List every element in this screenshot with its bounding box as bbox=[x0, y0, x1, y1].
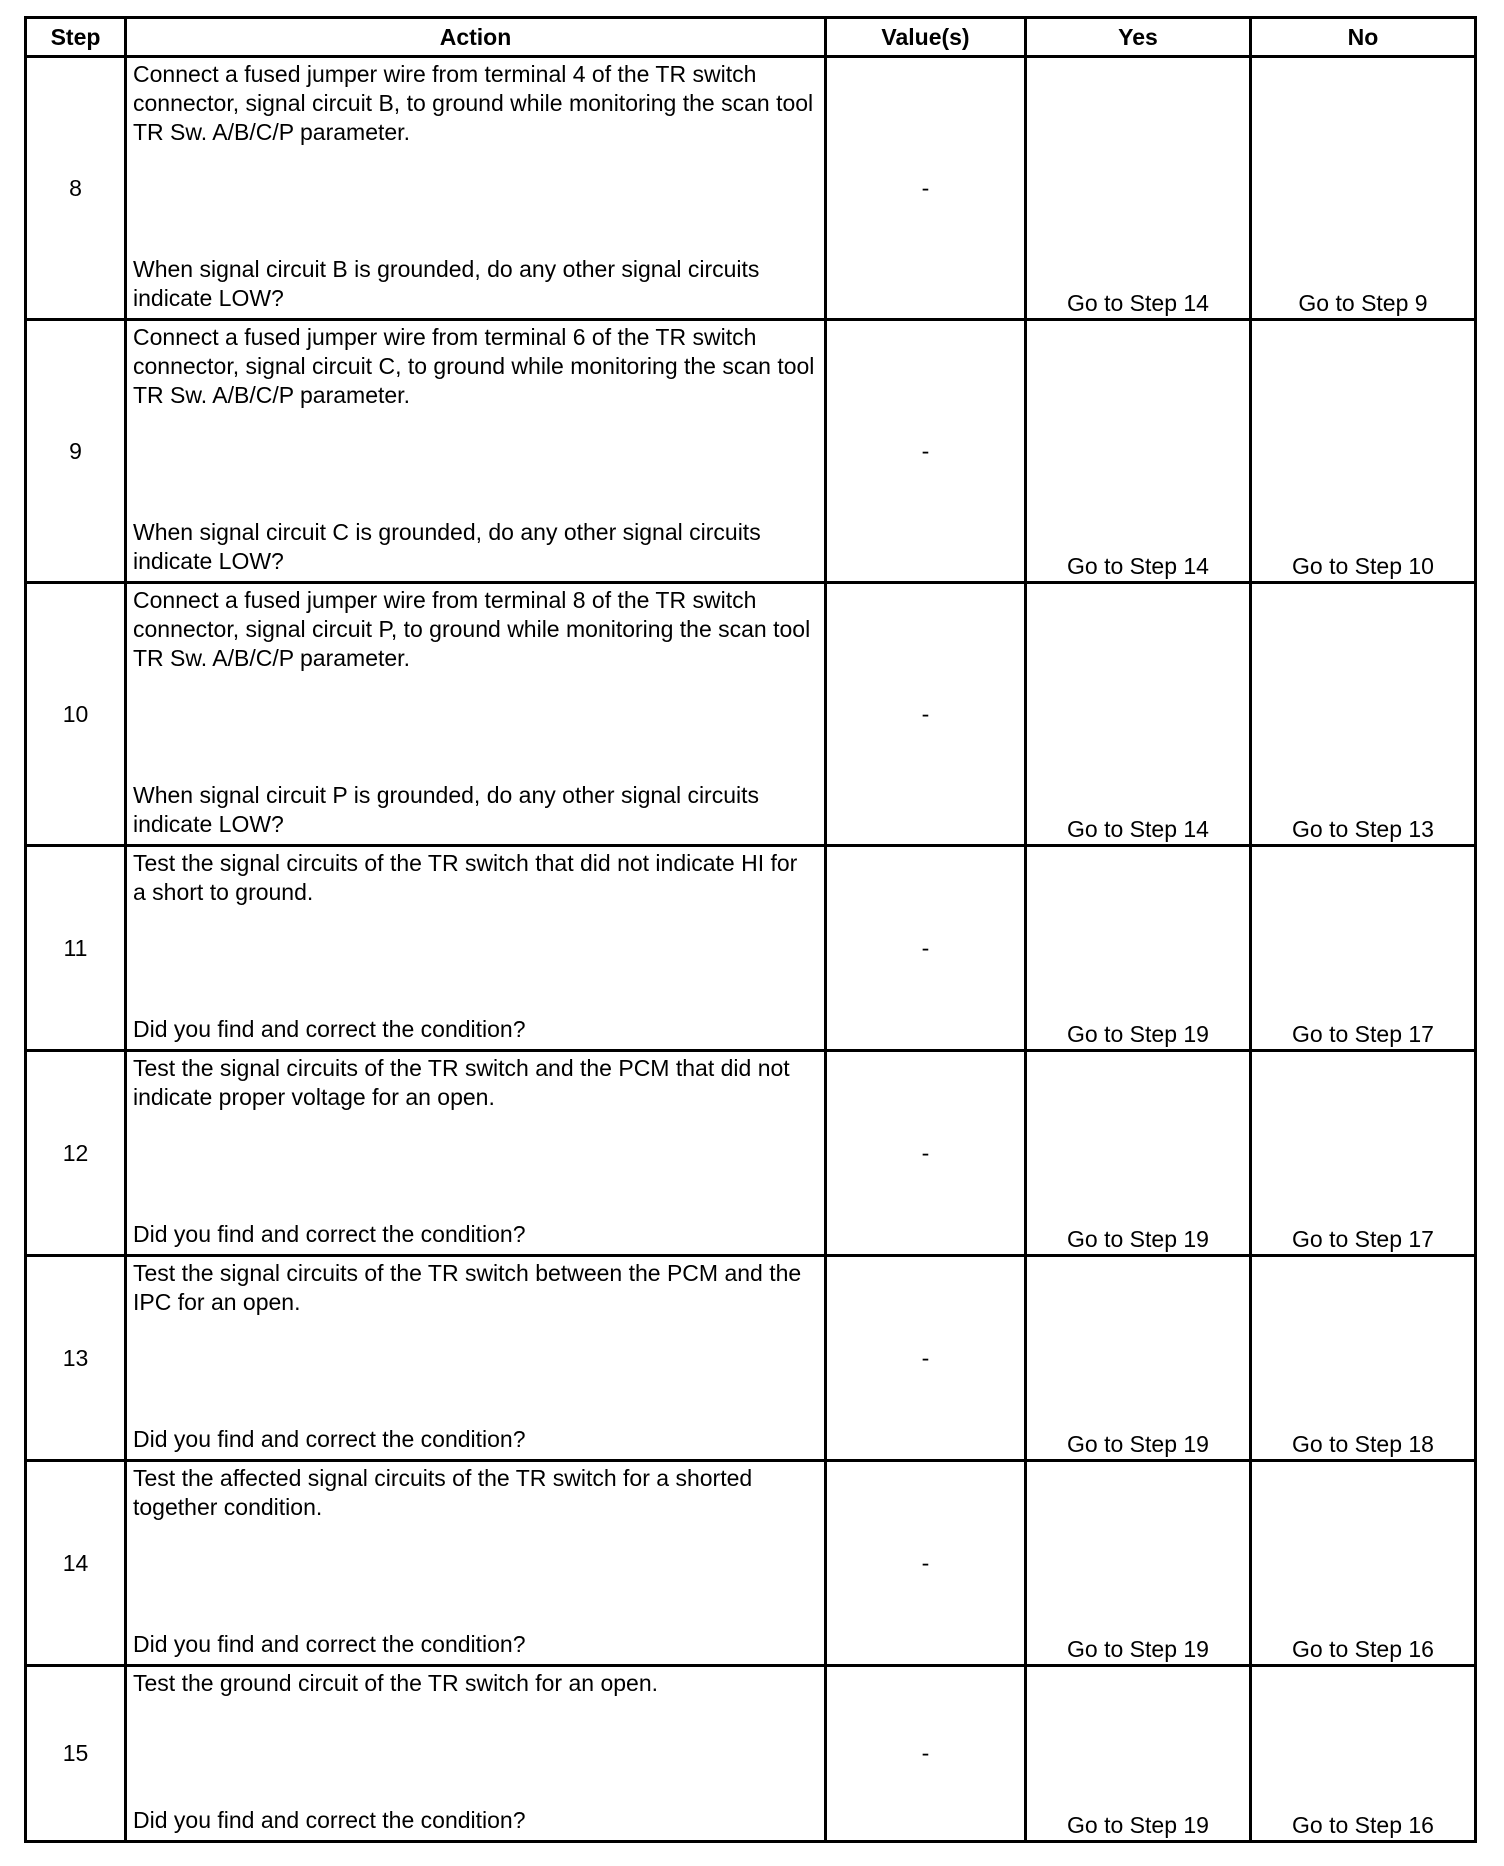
yes-cell: Go to Step 19 bbox=[1026, 1666, 1251, 1842]
no-cell: Go to Step 17 bbox=[1251, 846, 1476, 1051]
value-cell: - bbox=[826, 1666, 1026, 1842]
header-step: Step bbox=[26, 18, 126, 57]
table-row-step-12 bbox=[26, 1051, 1476, 1256]
yes-cell: Go to Step 19 bbox=[1026, 846, 1251, 1051]
value-cell: - bbox=[826, 846, 1026, 1051]
action-cell bbox=[126, 57, 826, 320]
action-question: Did you find and correct the condition? bbox=[133, 1807, 526, 1833]
value-cell: - bbox=[826, 1256, 1026, 1461]
no-cell: Go to Step 13 bbox=[1251, 583, 1476, 846]
yes-cell: Go to Step 14 bbox=[1026, 583, 1251, 846]
action-question: Did you find and correct the condition? bbox=[133, 1631, 526, 1657]
header-action: Action bbox=[126, 18, 826, 57]
action-question: Did you find and correct the condition? bbox=[133, 1221, 526, 1247]
step-number: 9 bbox=[26, 320, 126, 583]
yes-cell: Go to Step 14 bbox=[1026, 57, 1251, 320]
action-cell bbox=[126, 583, 826, 846]
action-instruction: Test the signal circuits of the TR switch between the PCM and the IPC for an open. bbox=[133, 1260, 802, 1315]
no-cell: Go to Step 10 bbox=[1251, 320, 1476, 583]
value-cell: - bbox=[826, 57, 1026, 320]
step-number: 8 bbox=[26, 57, 126, 320]
step-number: 15 bbox=[26, 1666, 126, 1842]
value-cell: - bbox=[826, 1051, 1026, 1256]
yes-cell: Go to Step 14 bbox=[1026, 320, 1251, 583]
no-cell: Go to Step 9 bbox=[1251, 57, 1476, 320]
step-number: 12 bbox=[26, 1051, 126, 1256]
value-cell: - bbox=[826, 1461, 1026, 1666]
action-question: When signal circuit C is grounded, do any other signal circuits indicate LOW? bbox=[133, 519, 761, 574]
action-question: When signal circuit B is grounded, do any other signal circuits indicate LOW? bbox=[133, 256, 760, 311]
action-question: Did you find and correct the condition? bbox=[133, 1426, 526, 1452]
action-cell bbox=[126, 1256, 826, 1461]
action-cell bbox=[126, 1666, 826, 1842]
table-row-step-11 bbox=[26, 846, 1476, 1051]
header-no: No bbox=[1251, 18, 1476, 57]
table-row-step-8 bbox=[26, 57, 1476, 320]
table-row-step-13 bbox=[26, 1256, 1476, 1461]
table-row-step-9 bbox=[26, 320, 1476, 583]
no-cell: Go to Step 17 bbox=[1251, 1051, 1476, 1256]
diagnostic-steps-table bbox=[24, 16, 1477, 1843]
header-values: Value(s) bbox=[826, 18, 1026, 57]
action-instruction: Connect a fused jumper wire from terminal 4 of the TR switch connector, signal circuit B, to ground while monitoring the scan tool TR Sw. A/B/C/P parameter. bbox=[133, 61, 814, 145]
action-cell bbox=[126, 846, 826, 1051]
no-cell: Go to Step 16 bbox=[1251, 1666, 1476, 1842]
step-number: 13 bbox=[26, 1256, 126, 1461]
step-number: 14 bbox=[26, 1461, 126, 1666]
action-cell bbox=[126, 320, 826, 583]
step-number: 11 bbox=[26, 846, 126, 1051]
step-number: 10 bbox=[26, 583, 126, 846]
no-cell: Go to Step 18 bbox=[1251, 1256, 1476, 1461]
action-question: Did you find and correct the condition? bbox=[133, 1016, 526, 1042]
action-cell bbox=[126, 1461, 826, 1666]
action-instruction: Connect a fused jumper wire from terminal 8 of the TR switch connector, signal circuit P, to ground while monitoring the scan tool TR Sw. A/B/C/P parameter. bbox=[133, 587, 811, 671]
action-instruction: Test the signal circuits of the TR switch that did not indicate HI for a short to ground. bbox=[133, 850, 798, 905]
header-yes: Yes bbox=[1026, 18, 1251, 57]
value-cell: - bbox=[826, 320, 1026, 583]
action-instruction: Test the affected signal circuits of the TR switch for a shorted together condition. bbox=[133, 1465, 753, 1520]
action-instruction: Test the signal circuits of the TR switch and the PCM that did not indicate proper voltage for an open. bbox=[133, 1055, 790, 1110]
action-instruction: Connect a fused jumper wire from terminal 6 of the TR switch connector, signal circuit C, to ground while monitoring the scan tool TR Sw. A/B/C/P parameter. bbox=[133, 324, 815, 408]
value-cell: - bbox=[826, 583, 1026, 846]
table-row-step-14 bbox=[26, 1461, 1476, 1666]
yes-cell: Go to Step 19 bbox=[1026, 1461, 1251, 1666]
yes-cell: Go to Step 19 bbox=[1026, 1051, 1251, 1256]
table-row-step-15 bbox=[26, 1666, 1476, 1842]
action-cell bbox=[126, 1051, 826, 1256]
table-header-row bbox=[26, 18, 1476, 57]
no-cell: Go to Step 16 bbox=[1251, 1461, 1476, 1666]
yes-cell: Go to Step 19 bbox=[1026, 1256, 1251, 1461]
action-question: When signal circuit P is grounded, do any other signal circuits indicate LOW? bbox=[133, 782, 760, 837]
table-row-step-10 bbox=[26, 583, 1476, 846]
action-instruction: Test the ground circuit of the TR switch for an open. bbox=[133, 1670, 659, 1696]
